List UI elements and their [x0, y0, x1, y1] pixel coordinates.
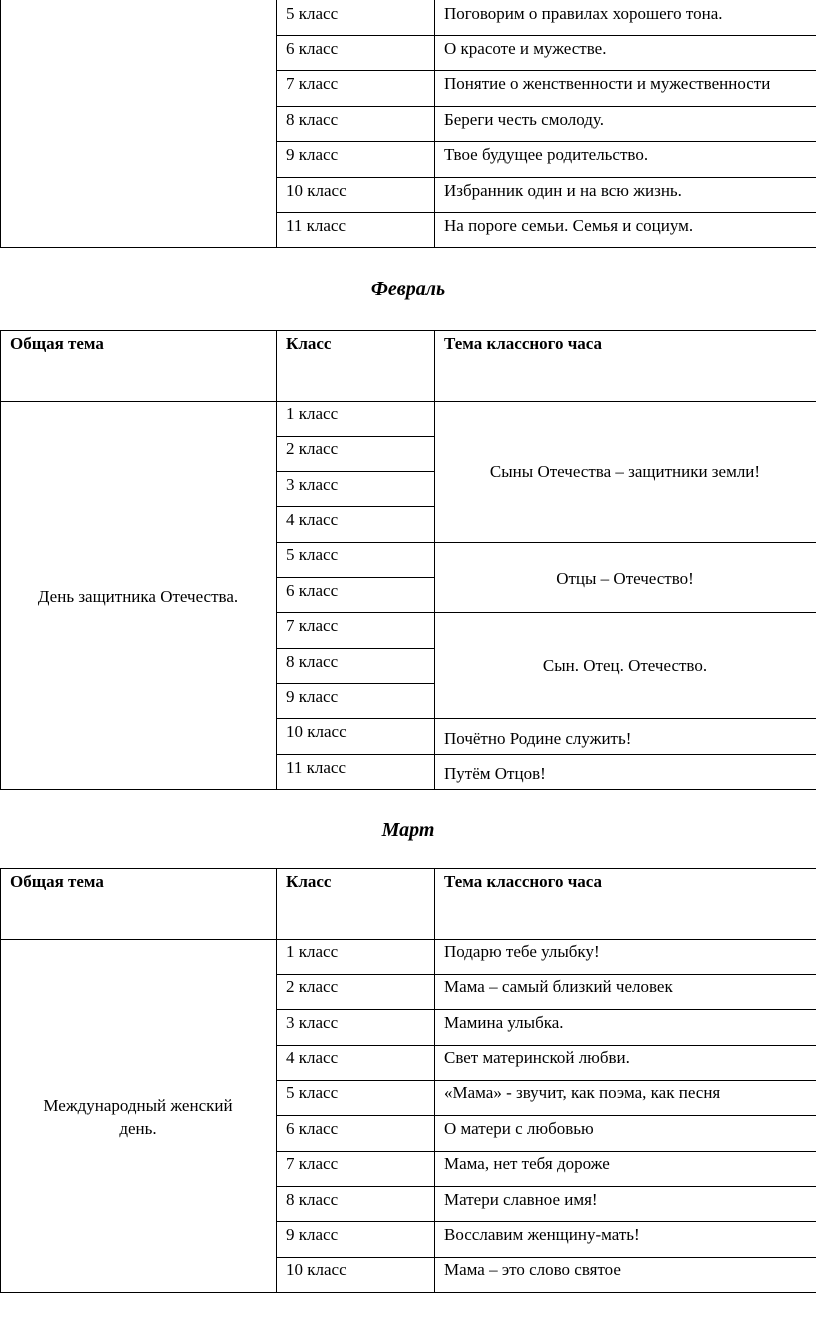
row-divider [276, 577, 434, 578]
grade-cell: 3 класс [286, 1013, 339, 1032]
row-divider [276, 1221, 816, 1222]
grade-cell: 11 класс [286, 216, 346, 235]
topic-cell: Путём Отцов! [444, 764, 546, 783]
topic-cell: На пороге семьи. Семья и социум. [444, 216, 694, 235]
grade-cell: 6 класс [286, 581, 339, 600]
topic-cell: Мама, нет тебя дороже [444, 1154, 610, 1173]
row-divider [276, 1257, 816, 1258]
grade-cell: 2 класс [286, 439, 339, 458]
table-border [0, 868, 816, 869]
topic-cell: «Мама» - звучит, как поэма, как песня [444, 1083, 721, 1102]
header-general-topic: Общая тема [10, 872, 104, 891]
header-general-topic: Общая тема [10, 334, 104, 353]
topic-cell: Поговорим о правилах хорошего тона. [444, 4, 723, 23]
grade-cell: 8 класс [286, 110, 339, 129]
grade-cell: 10 класс [286, 1260, 347, 1279]
topic-cell: Понятие о женственности и мужественности [444, 74, 771, 93]
row-divider [276, 718, 816, 719]
topic-cell: Сын. Отец. Отечество. [542, 656, 708, 675]
topic-cell: Почётно Родине служить! [444, 729, 632, 748]
month-title-march: Март [381, 819, 435, 841]
topic-cell: Береги честь смолоду. [444, 110, 604, 129]
row-divider [276, 1080, 816, 1081]
row-divider [276, 212, 816, 213]
grade-cell: 7 класс [286, 74, 339, 93]
header-grade: Класс [286, 872, 332, 891]
row-divider [276, 754, 816, 755]
header-topic: Тема классного часа [444, 872, 603, 891]
topic-cell: О матери с любовью [444, 1119, 594, 1138]
table-border [0, 330, 816, 331]
topic-cell: Мама – это слово святое [444, 1260, 621, 1279]
row-divider [276, 1186, 816, 1187]
grade-cell: 5 класс [286, 1083, 339, 1102]
grade-cell: 7 класс [286, 616, 339, 635]
header-topic: Тема классного часа [444, 334, 603, 353]
row-divider [276, 1045, 816, 1046]
grade-cell: 9 класс [286, 1225, 339, 1244]
header-divider [0, 401, 816, 402]
grade-cell: 9 класс [286, 145, 339, 164]
table-border [0, 789, 816, 790]
header-divider [0, 939, 816, 940]
general-topic-line: Международный женский [43, 1096, 233, 1115]
header-grade: Класс [286, 334, 332, 353]
grade-cell: 11 класс [286, 758, 346, 777]
grade-cell: 4 класс [286, 1048, 339, 1067]
grade-cell: 8 класс [286, 1190, 339, 1209]
row-divider [276, 1151, 816, 1152]
table-border [276, 0, 277, 248]
grade-cell: 5 класс [286, 4, 339, 23]
grade-cell: 9 класс [286, 687, 339, 706]
grade-cell: 8 класс [286, 652, 339, 671]
table-border [0, 1292, 816, 1293]
row-divider [276, 974, 816, 975]
table-border [0, 247, 816, 248]
table-border [0, 868, 1, 1293]
row-divider [276, 683, 434, 684]
row-divider [276, 35, 816, 36]
row-divider [276, 612, 816, 613]
row-divider [276, 542, 816, 543]
grade-cell: 4 класс [286, 510, 339, 529]
grade-cell: 6 класс [286, 1119, 339, 1138]
grade-cell: 1 класс [286, 942, 339, 961]
topic-cell: Свет материнской любви. [444, 1048, 630, 1067]
row-divider [276, 106, 816, 107]
row-divider [276, 436, 434, 437]
row-divider [276, 70, 816, 71]
row-divider [276, 141, 816, 142]
topic-cell: Мама – самый близкий человек [444, 977, 673, 996]
grade-cell: 10 класс [286, 722, 347, 741]
table-border [434, 330, 435, 790]
grade-cell: 6 класс [286, 39, 339, 58]
month-title-february: Февраль [370, 278, 446, 300]
grade-cell: 1 класс [286, 404, 339, 423]
topic-cell: О красоте и мужестве. [444, 39, 607, 58]
topic-cell: Подарю тебе улыбку! [444, 942, 600, 961]
topic-cell: Твое будущее родительство. [444, 145, 649, 164]
table-border [0, 0, 1, 248]
table-border [0, 330, 1, 790]
grade-cell: 2 класс [286, 977, 339, 996]
row-divider [276, 1009, 816, 1010]
row-divider [276, 648, 434, 649]
topic-cell: Восславим женщину-мать! [444, 1225, 640, 1244]
grade-cell: 7 класс [286, 1154, 339, 1173]
general-topic-line: день. [119, 1119, 157, 1138]
row-divider [276, 506, 434, 507]
topic-cell: Отцы – Отечество! [556, 569, 694, 588]
grade-cell: 10 класс [286, 181, 347, 200]
grade-cell: 5 класс [286, 545, 339, 564]
topic-cell: Матери славное имя! [444, 1190, 598, 1209]
row-divider [276, 177, 816, 178]
table-border [434, 0, 435, 248]
topic-cell: Избранник один и на всю жизнь. [444, 181, 682, 200]
row-divider [276, 471, 434, 472]
row-divider [276, 1115, 816, 1116]
topic-cell: Мамина улыбка. [444, 1013, 564, 1032]
table-border [276, 330, 277, 790]
grade-cell: 3 класс [286, 475, 339, 494]
topic-cell: Сыны Отечества – защитники земли! [489, 462, 761, 481]
general-topic-cell: День защитника Отечества. [37, 587, 239, 606]
